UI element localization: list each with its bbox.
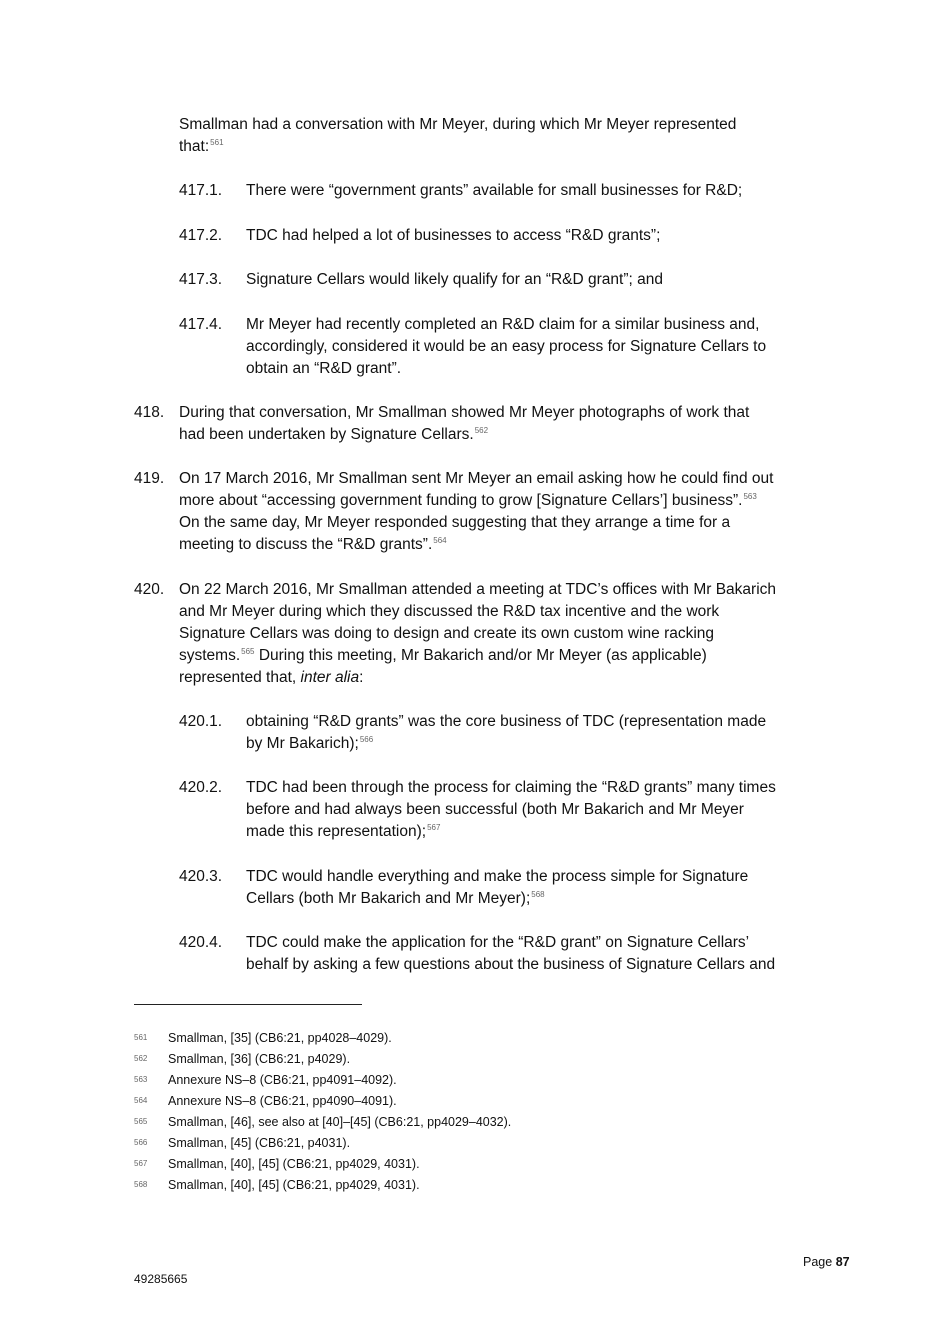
footnote-text: Annexure NS–8 (CB6:21, pp4091–4092). — [168, 1073, 397, 1087]
item-420-4-line-2: behalf by asking a few questions about the business of Signature Cellars and — [246, 956, 776, 973]
p419-line-2 — [179, 490, 757, 512]
p420-line-2: and Mr Meyer during which they discussed the R&D tax incentive and the work — [179, 603, 720, 620]
footnote-text: Smallman, [40], [45] (CB6:21, pp4029, 4031). — [168, 1157, 420, 1171]
p420-text-5b: : — [359, 669, 364, 686]
footnote-number: 564 — [134, 1096, 148, 1105]
document-id: 49285665 — [134, 1272, 188, 1286]
item-417-4-line-2: accordingly, considered it would be an easy process for Signature Cellars to — [246, 338, 767, 355]
p419-line-3: On the same day, Mr Meyer responded suggesting that they arrange a time for a — [179, 514, 731, 531]
footnote-number: 568 — [134, 1180, 148, 1189]
footnote-ref-564[interactable]: 564 — [433, 536, 447, 545]
item-417-2-text: TDC had helped a lot of businesses to access “R&D grants”; — [246, 227, 661, 244]
p419-text-4: meeting to discuss the “R&D grants”. — [179, 536, 433, 553]
item-420-2-line-3 — [246, 821, 440, 843]
item-417-4-line-3: obtain an “R&D grant”. — [246, 360, 402, 377]
intro-line-2 — [179, 136, 224, 158]
footnote-ref-568[interactable]: 568 — [531, 890, 545, 899]
footnote-ref-566[interactable]: 566 — [359, 735, 374, 744]
footnote-text: Annexure NS–8 (CB6:21, pp4090–4091). — [168, 1094, 397, 1108]
footnote-number: 562 — [134, 1054, 148, 1063]
footnote-number: 561 — [134, 1033, 148, 1042]
footnote-text: Smallman, [36] (CB6:21, p4029). — [168, 1052, 351, 1066]
item-420-2-line-2: before and had always been successful (both Mr Bakarich and Mr Meyer — [246, 801, 744, 818]
p418-text: had been undertaken by Signature Cellars. — [179, 426, 474, 443]
p419-line-4 — [179, 534, 447, 556]
intro-line-1: Smallman had a conversation with Mr Meyer, during which Mr Meyer represented — [179, 116, 737, 133]
footnote-ref-562[interactable]: 562 — [474, 426, 489, 435]
item-number-417-3: 417.3. — [179, 271, 223, 288]
page-number-value: 87 — [835, 1255, 850, 1269]
item-number-420-3: 420.3. — [179, 868, 223, 885]
footnote-ref-567[interactable]: 567 — [427, 823, 441, 832]
p420-text-5a: represented that, — [179, 669, 301, 686]
item-420-1-line-2 — [246, 733, 373, 755]
p420-line-3: Signature Cellars was doing to design and create its own custom wine racking — [179, 625, 715, 642]
paragraph-number-419: 419. — [134, 470, 165, 487]
footnote-number: 567 — [134, 1159, 148, 1168]
page-label-text: Page — [803, 1255, 833, 1269]
item-420-3-line-2 — [246, 888, 545, 910]
footnote-text: Smallman, [46], see also at [40]–[45] (CB6:21, pp4029–4032). — [168, 1115, 512, 1129]
footnote-text: Smallman, [35] (CB6:21, pp4028–4029). — [168, 1031, 392, 1045]
p420-line-1: On 22 March 2016, Mr Smallman attended a meeting at TDC’s offices with Mr Bakarich — [179, 581, 777, 598]
p420-line-5 — [179, 667, 363, 689]
item-420-2-line-1: TDC had been through the process for claiming the “R&D grants” many times — [246, 779, 776, 796]
item-420-3-line-1: TDC would handle everything and make the process simple for Signature — [246, 868, 749, 885]
footnote-number: 563 — [134, 1075, 148, 1084]
intro-text: that: — [179, 138, 210, 155]
p420-inter-alia: inter alia — [300, 669, 360, 686]
footnote-number: 566 — [134, 1138, 148, 1147]
footnote-ref-561[interactable]: 561 — [210, 138, 224, 147]
paragraph-number-418: 418. — [134, 404, 165, 421]
item-420-3-text-2: Cellars (both Mr Bakarich and Mr Meyer); — [246, 890, 531, 907]
item-420-4-line-1: TDC could make the application for the “R&D grant” on Signature Cellars’ — [246, 934, 750, 951]
p419-line-1: On 17 March 2016, Mr Smallman sent Mr Meyer an email asking how he could find out — [179, 470, 774, 487]
footnote-separator — [134, 1004, 362, 1005]
item-number-420-2: 420.2. — [179, 779, 223, 796]
p418-line-1: During that conversation, Mr Smallman showed Mr Meyer photographs of work that — [179, 404, 750, 421]
footnote-number: 565 — [134, 1117, 148, 1126]
footnote-text: Smallman, [45] (CB6:21, p4031). — [168, 1136, 351, 1150]
page-number — [803, 1254, 850, 1270]
footnote-ref-565[interactable]: 565 — [241, 647, 255, 656]
item-417-4-line-1: Mr Meyer had recently completed an R&D claim for a similar business and, — [246, 316, 760, 333]
item-number-417-4: 417.4. — [179, 316, 223, 333]
item-417-3-text: Signature Cellars would likely qualify for an “R&D grant”; and — [246, 271, 663, 288]
item-417-1-text: There were “government grants” available for small businesses for R&D; — [246, 182, 743, 199]
item-number-420-1: 420.1. — [179, 713, 223, 730]
p420-line-4 — [179, 645, 707, 667]
footnote-ref-563[interactable]: 563 — [743, 492, 757, 501]
p420-text-4a: systems. — [179, 647, 241, 664]
p418-line-2 — [179, 424, 488, 446]
item-420-1-line-1: obtaining “R&D grants” was the core business of TDC (representation made — [246, 713, 767, 730]
item-number-417-1: 417.1. — [179, 182, 223, 199]
item-420-2-text-3: made this representation); — [246, 823, 427, 840]
item-420-1-text-2: by Mr Bakarich); — [246, 735, 359, 752]
p419-text-2: more about “accessing government funding to grow [Signature Cellars’] business”. — [179, 492, 743, 509]
paragraph-number-420: 420. — [134, 581, 165, 598]
footnote-text: Smallman, [40], [45] (CB6:21, pp4029, 4031). — [168, 1178, 420, 1192]
item-number-420-4: 420.4. — [179, 934, 223, 951]
item-number-417-2: 417.2. — [179, 227, 223, 244]
p420-text-4b: During this meeting, Mr Bakarich and/or Mr Meyer (as applicable) — [254, 647, 707, 664]
